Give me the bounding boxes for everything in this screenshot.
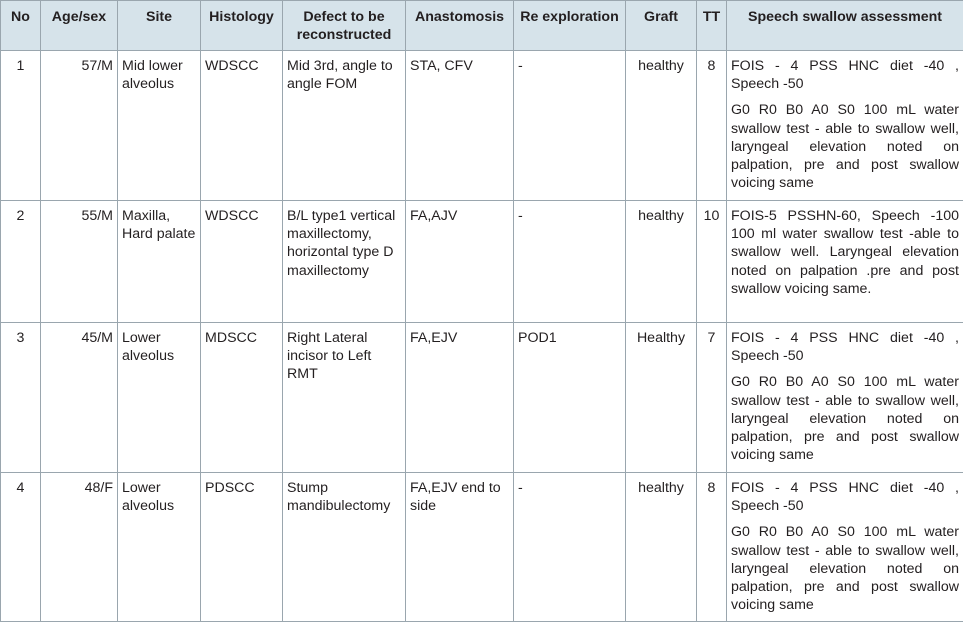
table-row: [1, 51, 963, 201]
cell-anastomosis: FA,EJV: [406, 323, 514, 473]
cell-tt: 10: [697, 201, 727, 323]
header-no: No: [1, 1, 41, 51]
cell-age-sex: 57/M: [41, 51, 118, 201]
cell-histology: WDSCC: [201, 51, 283, 201]
cell-tt: 8: [697, 473, 727, 622]
cell-defect: Right Lateral incisor to Left RMT: [283, 323, 406, 473]
cell-histology: MDSCC: [201, 323, 283, 473]
cell-tt: 8: [697, 51, 727, 201]
cell-age-sex: 55/M: [41, 201, 118, 323]
header-site: Site: [118, 1, 201, 51]
cell-age-sex: 45/M: [41, 323, 118, 473]
cell-assessment: [727, 473, 963, 622]
cell-defect: Mid 3rd, angle to angle FOM: [283, 51, 406, 201]
cell-no: 2: [1, 201, 41, 323]
cell-anastomosis: FA,EJV end to side: [406, 473, 514, 622]
cell-defect: Stump mandibulectomy: [283, 473, 406, 622]
header-graft: Graft: [626, 1, 697, 51]
table-row: [1, 473, 963, 622]
assessment-scores: FOIS - 4 PSS HNC diet -40 , Speech -50: [731, 58, 959, 93]
header-histology: Histology: [201, 1, 283, 51]
cell-reexploration: -: [514, 201, 626, 323]
cell-site: Maxilla, Hard palate: [118, 201, 201, 323]
assessment-scores: FOIS - 4 PSS HNC diet -40 , Speech -50: [731, 480, 959, 515]
cell-graft: Healthy: [626, 323, 697, 473]
cell-defect: B/L type1 vertical maxillectomy, horizontal type D maxillectomy: [283, 201, 406, 323]
cell-assessment: [727, 51, 963, 201]
header-reexploration: Re exploration: [514, 1, 626, 51]
assessment-swallow-test: G0 R0 B0 A0 S0 100 mL water swallow test - able to swallow well, laryngeal elevation noted on palpation, pre and post swallow voicing same: [731, 102, 959, 192]
cell-reexploration: POD1: [514, 323, 626, 473]
cell-anastomosis: FA,AJV: [406, 201, 514, 323]
cell-site: Lower alveolus: [118, 473, 201, 622]
header-defect: Defect to be reconstructed: [283, 1, 406, 51]
header-assessment: Speech swallow assessment: [727, 1, 963, 51]
header-anastomosis: Anastomosis: [406, 1, 514, 51]
table-row: [1, 201, 963, 323]
cell-no: 1: [1, 51, 41, 201]
cell-graft: healthy: [626, 201, 697, 323]
table-header-row: [1, 1, 963, 51]
header-age-sex: Age/sex: [41, 1, 118, 51]
cell-reexploration: -: [514, 51, 626, 201]
cell-age-sex: 48/F: [41, 473, 118, 622]
assessment-scores: FOIS - 4 PSS HNC diet -40 , Speech -50: [731, 330, 959, 365]
cell-anastomosis: STA, CFV: [406, 51, 514, 201]
assessment-swallow-test: G0 R0 B0 A0 S0 100 mL water swallow test - able to swallow well, laryngeal elevation noted on palpation, pre and post swallow voicing same: [731, 374, 959, 464]
cell-graft: healthy: [626, 473, 697, 622]
cell-reexploration: -: [514, 473, 626, 622]
assessment-scores: FOIS-5 PSSHN-60, Speech -100 100 ml water swallow test -able to swallow well. Laryngeal elevation noted on palpation .pre and post swallow voicing same.: [731, 208, 959, 297]
header-tt: TT: [697, 1, 727, 51]
cell-site: Lower alveolus: [118, 323, 201, 473]
cell-tt: 7: [697, 323, 727, 473]
cell-site: Mid lower alveolus: [118, 51, 201, 201]
cell-no: 3: [1, 323, 41, 473]
cell-graft: healthy: [626, 51, 697, 201]
table-row: [1, 323, 963, 473]
cell-histology: WDSCC: [201, 201, 283, 323]
assessment-swallow-test: G0 R0 B0 A0 S0 100 mL water swallow test - able to swallow well, laryngeal elevation noted on palpation, pre and post swallow voicing same: [731, 524, 959, 614]
cell-histology: PDSCC: [201, 473, 283, 622]
cell-assessment: [727, 323, 963, 473]
cell-no: 4: [1, 473, 41, 622]
cell-assessment: [727, 201, 963, 323]
